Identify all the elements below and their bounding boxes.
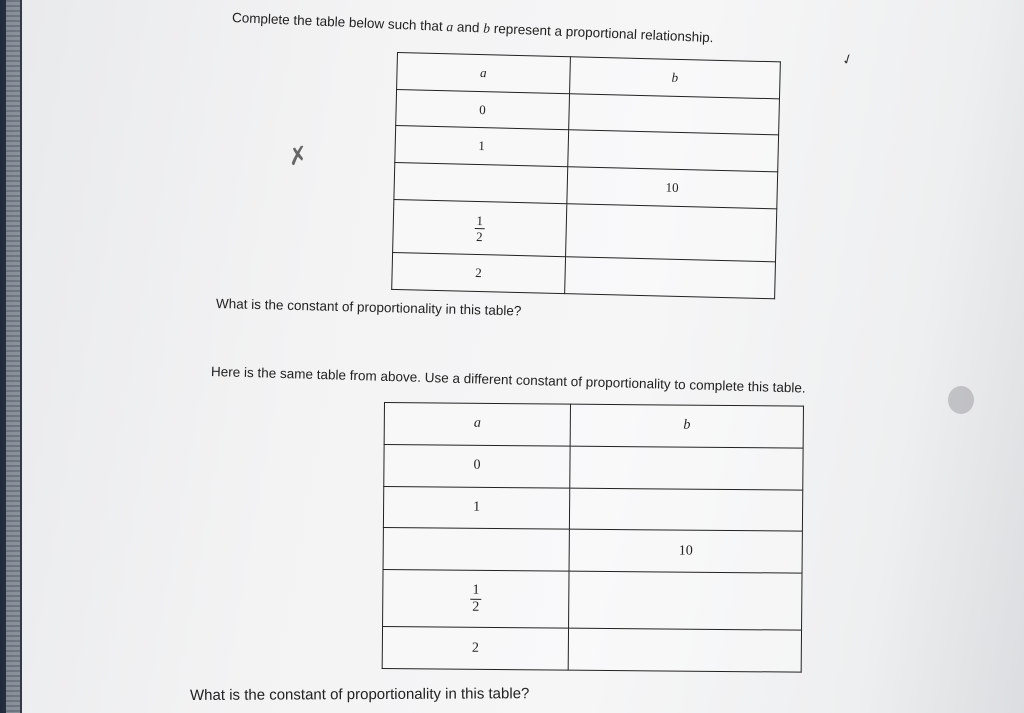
cell-b-blank[interactable]: [570, 446, 803, 490]
cell-b: 10: [569, 529, 802, 573]
problem2-instructions: Here is the same table from above. Use a different constant of proportionality to complete this table.: [210, 364, 806, 396]
intro-text-1: Complete the table below such that: [231, 10, 444, 34]
cell-a-blank[interactable]: [394, 163, 568, 204]
shadow-blot: [948, 386, 974, 414]
cell-a: 0: [396, 89, 570, 130]
cell-a-blank[interactable]: [383, 528, 570, 571]
cell-a-fraction: [393, 199, 567, 257]
table-row: [383, 570, 802, 631]
header-b: b: [569, 57, 780, 99]
table-row: [383, 528, 802, 573]
table-1: [391, 52, 781, 299]
cell-a: 1: [383, 486, 570, 529]
cell-a: 0: [384, 444, 571, 487]
fraction-one-half: [470, 584, 481, 615]
header-a: a: [397, 53, 571, 94]
cell-b-blank[interactable]: [569, 571, 802, 630]
table-header-row: [384, 403, 803, 448]
cell-b-blank[interactable]: [568, 93, 779, 135]
question-2: What is the constant of proportionality in this table?: [189, 685, 530, 704]
intro-text-2: represent a proportional relationship.: [493, 20, 714, 46]
table-row: [383, 486, 802, 531]
variable-a: a: [446, 18, 454, 35]
header-b: b: [570, 404, 803, 448]
binder-strip: [6, 0, 20, 713]
tick-mark-icon: ✓: [839, 50, 857, 70]
fraction-numerator: 1: [470, 584, 481, 600]
cell-a: 1: [395, 126, 569, 167]
table-row: [382, 627, 801, 672]
cell-a: 2: [382, 627, 569, 670]
cell-b-blank[interactable]: [568, 628, 801, 672]
scribble-mark-icon: ✗: [285, 140, 311, 172]
table-2: [382, 402, 804, 673]
cell-b: 10: [567, 167, 778, 209]
cell-b-blank[interactable]: [567, 130, 778, 172]
question-1: What is the constant of proportionality in this table?: [215, 296, 522, 319]
cell-b-blank[interactable]: [565, 204, 777, 263]
table-row: [393, 199, 777, 262]
fraction-one-half: [474, 214, 485, 243]
cell-a-fraction: [383, 570, 570, 629]
cell-b-blank[interactable]: [570, 488, 803, 532]
cell-a: 2: [392, 253, 566, 294]
fraction-denominator: 2: [472, 599, 480, 615]
fraction-numerator: 1: [474, 214, 485, 229]
fraction-denominator: 2: [475, 229, 483, 245]
intro-text-and: and: [456, 19, 480, 36]
variable-b: b: [482, 20, 491, 36]
cell-b-blank[interactable]: [564, 257, 775, 299]
table-row: [384, 444, 803, 489]
header-a: a: [384, 403, 571, 446]
